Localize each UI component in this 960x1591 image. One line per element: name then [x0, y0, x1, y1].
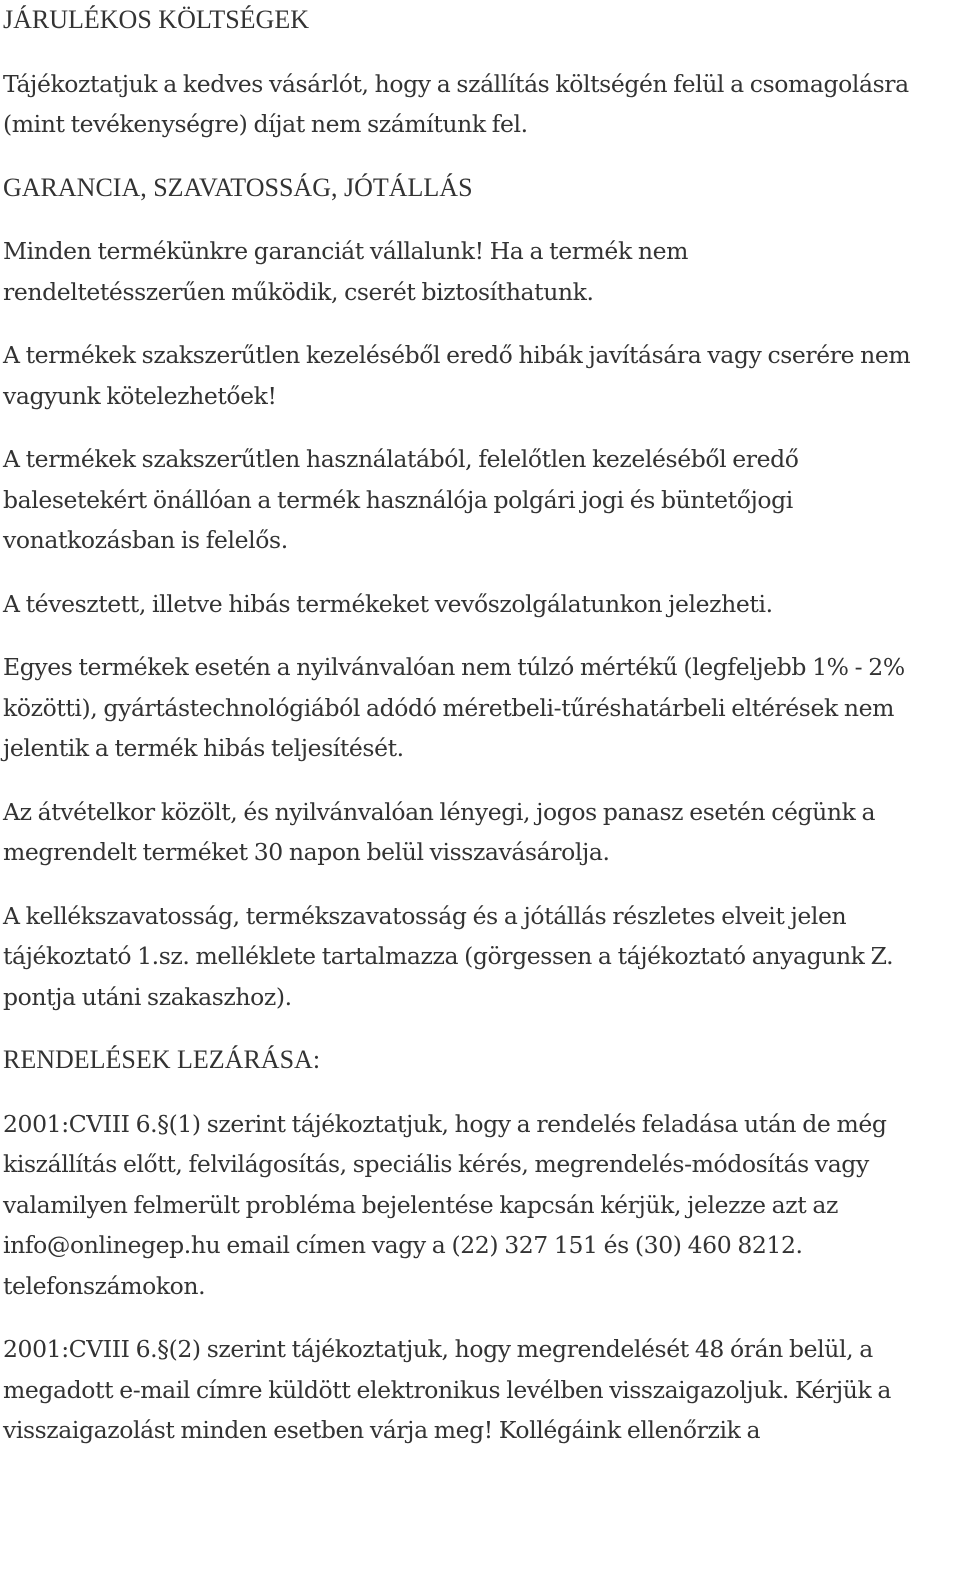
text-line: (mint tevékenységre) díjat nem számítunk fel.: [3, 110, 528, 138]
text-line: 2001:CVIII 6.§(2) szerint tájékoztatjuk, hogy megrendelését 48 órán belül, a: [3, 1335, 873, 1363]
text-line: A termékek szakszerűtlen kezeléséből eredő hibák javítására vagy cserére nem: [3, 341, 911, 369]
text-line: info@onlinegep.hu email címen vagy a (22) 327 151 és (30) 460 8212.: [3, 1231, 803, 1259]
text-line: Egyes termékek esetén a nyilvánvalóan nem túlzó mértékű (legfeljebb 1% - 2%: [3, 653, 905, 681]
paragraph-tolerance: [3, 647, 955, 769]
heading-warranty: [3, 168, 955, 209]
paragraph-warranty-appendix: [3, 896, 955, 1018]
document-body: [3, 0, 955, 1474]
text-line: telefonszámokon.: [3, 1271, 206, 1300]
paragraph-guarantee: [3, 231, 955, 312]
heading-text: GARANCIA, SZAVATOSSÁG, JÓTÁLLÁS: [3, 172, 473, 202]
paragraph-packaging-fee: [3, 64, 955, 145]
text-line: A tévesztett, illetve hibás termékeket vevőszolgálatunkon jelezheti.: [3, 589, 773, 618]
text-line: Az átvételkor közölt, és nyilvánvalóan lényegi, jogos panasz esetén cégünk a: [3, 797, 876, 826]
text-line: megadott e-mail címre küldött elektronikus levélben visszaigazoljuk. Kérjük a: [3, 1375, 892, 1404]
text-line: A termékek szakszerűtlen használatából, felelőtlen kezeléséből eredő: [3, 445, 799, 473]
heading-additional-costs: [3, 0, 955, 41]
paragraph-order-confirmation: [3, 1329, 955, 1451]
paragraph-buyback: [3, 792, 955, 873]
heading-text: JÁRULÉKOS KÖLTSÉGEK: [3, 5, 309, 34]
text-line: pontja utáni szakaszhoz).: [3, 982, 292, 1011]
text-line: kiszállítás előtt, felvilágosítás, speciális kérés, megrendelés-módosítás vagy: [3, 1150, 869, 1178]
paragraph-liability: [3, 439, 955, 561]
text-line: vagyunk kötelezhetőek!: [3, 381, 277, 410]
text-line: 2001:CVIII 6.§(1) szerint tájékoztatjuk, hogy a rendelés feladása után de még: [3, 1109, 887, 1138]
heading-order-closing: [3, 1040, 955, 1081]
paragraph-customer-service: [3, 584, 955, 625]
heading-text: RENDELÉSEK LEZÁRÁSA:: [3, 1045, 321, 1074]
text-line: jelentik a termék hibás teljesítését.: [3, 734, 404, 762]
text-line: Minden termékünkre garanciát vállalunk! Ha a termék nem: [3, 237, 688, 265]
text-line: valamilyen felmerült probléma bejelentése kapcsán kérjük, jelezze azt az: [3, 1190, 838, 1219]
text-line: megrendelt terméket 30 napon belül visszavásárolja.: [3, 838, 610, 866]
text-line: tájékoztató 1.sz. melléklete tartalmazza (görgessen a tájékoztató anyagunk Z.: [3, 942, 894, 970]
text-line: balesetekért önállóan a termék használója polgári jogi és büntetőjogi: [3, 485, 793, 514]
text-line: visszaigazolást minden esetben várja meg! Kollégáink ellenőrzik a: [3, 1416, 761, 1444]
text-line: rendeltetésszerűen működik, cserét biztosíthatunk.: [3, 277, 594, 306]
paragraph-improper-handling: [3, 335, 955, 416]
text-line: A kellékszavatosság, termékszavatosság és a jótállás részletes elveit jelen: [3, 901, 847, 930]
text-line: vonatkozásban is felelős.: [3, 526, 288, 554]
text-line: közötti), gyártástechnológiából adódó méretbeli-tűréshatárbeli eltérések nem: [3, 693, 894, 722]
text-line: Tájékoztatjuk a kedves vásárlót, hogy a szállítás költségén felül a csomagolásra: [3, 69, 909, 98]
paragraph-order-modification: [3, 1104, 955, 1307]
